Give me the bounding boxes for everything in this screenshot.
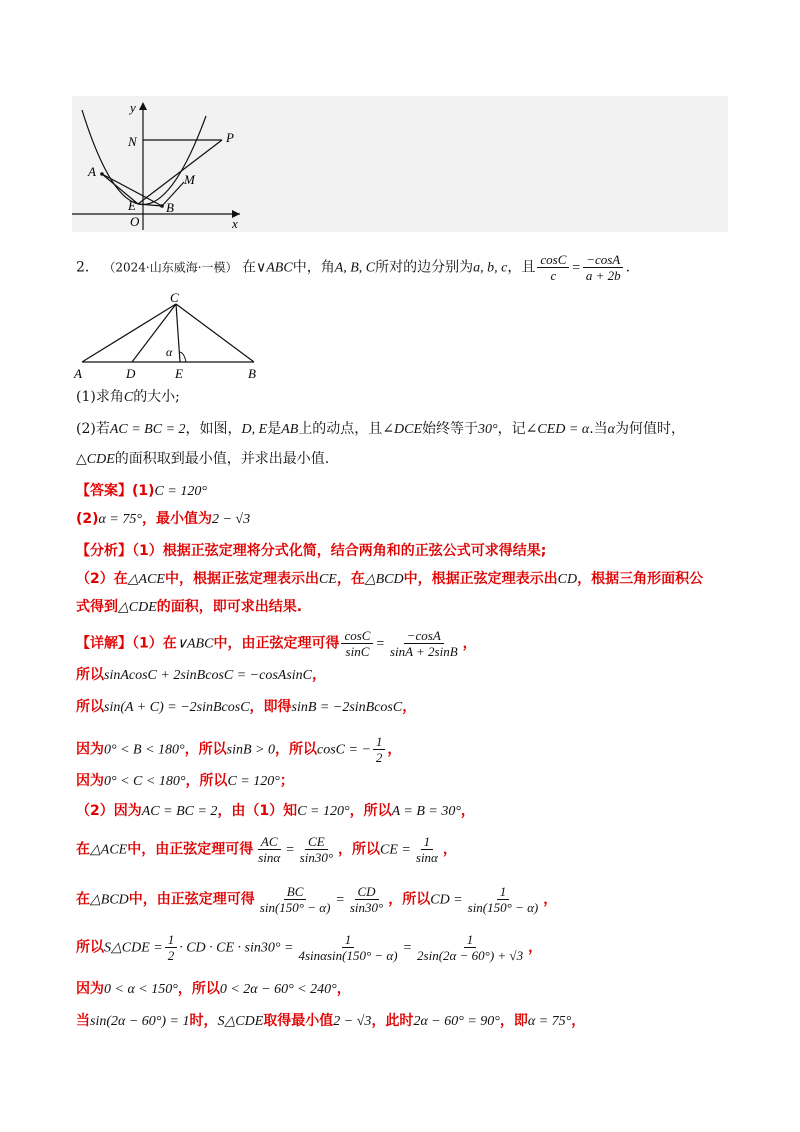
q2-text: 是 [267,421,282,437]
parabola-diagram [72,96,728,232]
detail-math: CE = [380,842,411,858]
detail-text: ， [543,891,558,908]
detail-math: S△CDE = [104,940,163,956]
answer-tag: 【答案】 [76,483,132,499]
detail-math: = [285,842,295,858]
detail-text: 在 [76,841,90,858]
label-A2: A [74,366,82,381]
question-2 [76,418,685,441]
detail-text: ， [462,635,477,652]
stem-text: 中，角 [292,259,335,276]
detail-line-10 [76,978,351,998]
detail-text: ， [336,981,351,997]
label-A: A [88,164,96,179]
label-B: B [166,200,174,215]
detail-math: = [402,940,413,956]
q2-math: AC = BC = 2 [109,422,186,437]
problem-number: 2． [76,259,99,276]
detail-math: △BCD [90,892,129,908]
answer-line-1 [76,480,207,500]
analysis-text: ，根据三角形面积公 [577,571,704,587]
detail-text: ，由（1）知 [217,803,298,819]
figure-parabola-box [72,96,728,232]
q1-text: (1)求角 [76,389,124,405]
q2-text: ，记 [497,421,526,437]
detail-math: = [335,892,345,908]
analysis-math: △BCD [364,572,404,587]
answer-prefix: (1) [132,483,155,499]
cond-frac-right: $\frac{-\cos A}{a + 2b}$ [583,252,624,283]
detail-text: ，即 [499,1013,528,1029]
detail-line-7 [76,834,457,865]
detail-text: ， [402,699,417,715]
question-1 [76,386,180,409]
detail-math: sinB > 0 [226,742,275,758]
detail-frac: $\frac{1}{\sin(150^\circ - \alpha)}$ [467,884,539,915]
detail-text: ，所以 [184,741,227,758]
detail-text: 取得最小值 [263,1013,334,1029]
detail-text: ， [528,939,543,956]
q2-math: AB [281,422,299,437]
segment-AC [82,304,176,362]
detail-text: 因为 [76,981,104,997]
detail-line-1 [76,628,477,659]
detail-math: S△CDE [217,1014,264,1029]
label-E: E [128,198,136,213]
label-M: M [184,172,195,187]
detail-text: 时， [189,1013,218,1029]
point-B [160,204,164,208]
q2-text: 的面积取到最小值，并求出最小值. [114,451,330,467]
stem-triangle: ∨ABC [256,260,293,276]
label-P: P [226,130,234,145]
analysis-text: （1）根据正弦定理将分式化简，结合两角和的正弦公式可求得结果; [132,543,547,559]
analysis-line-3 [76,596,302,616]
q2-text: 为何值时， [615,421,685,437]
detail-line-3 [76,696,416,716]
detail-frac: $\frac{CE}{\sin 30^\circ}$ [299,834,334,865]
q2-text: ，如图， [185,421,242,437]
q2-math: 30° [478,422,498,437]
question-2-cont [76,448,329,471]
detail-text: ， [460,803,475,819]
detail-tag: 【详解】 [76,635,132,652]
detail-math: 2 − √3 [333,1014,372,1029]
q2-text: (2)若 [76,421,110,437]
analysis-tag: 【分析】 [76,543,132,559]
detail-math: sinB = −2sinBcosC [291,700,403,715]
detail-text: ，所以 [338,841,381,858]
label-D: D [126,366,136,381]
detail-text: ，所以 [275,741,317,758]
label-y: y [130,100,136,115]
cond-eq: = [571,260,581,276]
label-C: C [170,290,179,305]
answer-math: C = 120° [154,484,207,499]
analysis-text: 中，根据正弦定理表示出 [164,571,319,587]
detail-math: sin(2α − 60°) = 1 [90,1014,190,1029]
detail-text: ，所以 [177,981,220,997]
detail-text: 因为 [76,773,104,789]
detail-text: 所以 [76,667,104,683]
analysis-line-1 [76,540,546,560]
detail-math: ∨ABC [176,636,214,652]
point-A [100,172,104,176]
detail-math: sinAcosC + 2sinBcosC = −cosAsinC [104,668,313,683]
detail-math: C = 120° [297,804,350,819]
analysis-math: CE [318,572,337,587]
detail-math: 0 < α < 150° [104,982,178,997]
analysis-text: （2）在 [76,571,128,587]
analysis-text: ，在 [336,571,365,587]
detail-frac: $\frac{CD}{\sin 30^\circ}$ [349,884,384,915]
detail-text: ， [387,741,402,758]
detail-math: α = 75° [527,1014,572,1029]
detail-math: 0 < 2α − 60° < 240° [219,982,337,997]
line-PE [138,140,222,204]
answer-prefix: (2) [76,511,99,527]
q2-math: ∠DCE [382,422,423,437]
detail-math: = [375,636,385,652]
detail-frac: $\frac{AC}{\sin\alpha}$ [258,834,281,865]
detail-text: ， [312,667,327,683]
detail-math: 0° < B < 180° [104,742,185,758]
detail-frac: $\frac{1}{2}$ [373,734,386,765]
detail-frac: $\frac{1}{\sin\alpha}$ [415,834,438,865]
q2-text: .当 [589,421,608,437]
q2-text: 始终等于 [422,421,479,437]
detail-math: sin(A + C) = −2sinBcosC [104,700,250,715]
detail-text: ， [571,1013,586,1029]
answer-math: 2 − √3 [211,512,251,527]
parabola-curve [82,110,206,205]
detail-text: 中，由正弦定理可得 [127,841,254,858]
detail-text: 中，由正弦定理可得 [213,635,340,652]
label-x: x [232,216,238,231]
stem-text: 所对的边分别为 [375,259,474,276]
detail-frac: $\frac{\cos C}{\sin C}$ [341,628,373,659]
q2-math: α [607,422,615,437]
detail-frac: $\frac{1}{2\sin(2\alpha - 60^\circ) + √3}$ [417,932,524,963]
q2-math: ∠CED = α [525,422,590,437]
problem-source: （2024·山东威海·一模） [103,260,238,275]
detail-text: 当 [76,1013,90,1029]
detail-math: CD = [430,892,463,908]
detail-text: ，所以 [185,773,228,789]
detail-math: △ACE [90,842,128,858]
detail-line-4 [76,734,401,765]
detail-text: ，此时 [371,1013,414,1029]
q1-text: 的大小; [133,389,180,405]
detail-line-11 [76,1010,585,1030]
detail-math: C = 120° [227,774,280,789]
detail-math: A = B = 30° [391,804,461,819]
label-alpha: α [166,345,173,359]
detail-text: 所以 [76,699,104,715]
label-E2: E [175,366,183,381]
detail-line-6 [76,800,475,820]
detail-text: ； [279,773,294,789]
detail-math: 2α − 60° = 90° [413,1014,500,1029]
analysis-math: △ACE [127,572,165,587]
y-axis-arrow [139,102,147,110]
problem-stem [76,252,630,283]
label-N: N [128,134,137,149]
detail-frac: $\frac{-\cos A}{\sin A + 2\sin B}$ [389,628,458,659]
stem-angles: A, B, C [334,260,376,276]
label-O: O [130,214,140,229]
analysis-math: CD [557,572,578,587]
analysis-math: △CDE [118,600,157,615]
detail-line-2 [76,664,326,684]
answer-line-2 [76,508,250,528]
detail-line-5 [76,770,294,790]
detail-text: ， [442,841,457,858]
stem-text: . [625,259,631,276]
answer-math: α = 75° [98,512,142,527]
detail-frac: $\frac{BC}{\sin(150^\circ - \alpha)}$ [259,884,331,915]
detail-frac: $\frac{1}{4\sin\alpha\sin(150^\circ - \alpha)}$ [298,932,398,963]
detail-text: 因为 [76,741,104,758]
segment-CE [176,304,180,362]
detail-text: ，即得 [249,699,292,715]
cond-frac-left: $\frac{\cos C}{c}$ [537,252,569,283]
analysis-line-2 [76,568,703,588]
detail-text: （2）因为 [76,803,142,819]
detail-math: cosC = − [317,742,371,758]
label-B2: B [248,366,256,381]
stem-sides: a, b, c [473,260,508,276]
detail-math: AC = BC = 2 [141,804,218,819]
detail-text: 在 [76,891,90,908]
q2-text: 上的动点，且 [298,421,383,437]
detail-text: 中，由正弦定理可得 [128,891,255,908]
detail-line-8 [76,884,557,915]
q2-math: △CDE [76,452,115,467]
analysis-text: 中，根据正弦定理表示出 [403,571,558,587]
analysis-text: 的面积，即可求出结果. [156,599,303,615]
detail-line-9 [76,932,542,963]
stem-text: 在 [242,259,256,276]
segment-BC [176,304,254,362]
detail-text: ，所以 [388,891,431,908]
analysis-text: 式得到 [76,599,118,615]
triangle-diagram [72,290,272,382]
detail-text: （1）在 [132,635,177,652]
answer-text: ，最小值为 [141,511,212,527]
detail-text: ，所以 [349,803,392,819]
q2-math: D, E [241,422,268,437]
detail-text: 所以 [76,939,104,956]
detail-math: · CD · CE · sin30° = [179,940,294,956]
stem-text: ，且 [507,259,536,276]
detail-frac: $\frac{1}{2}$ [165,932,178,963]
detail-math: 0° < C < 180° [104,774,186,789]
q1-var: C [123,390,134,405]
